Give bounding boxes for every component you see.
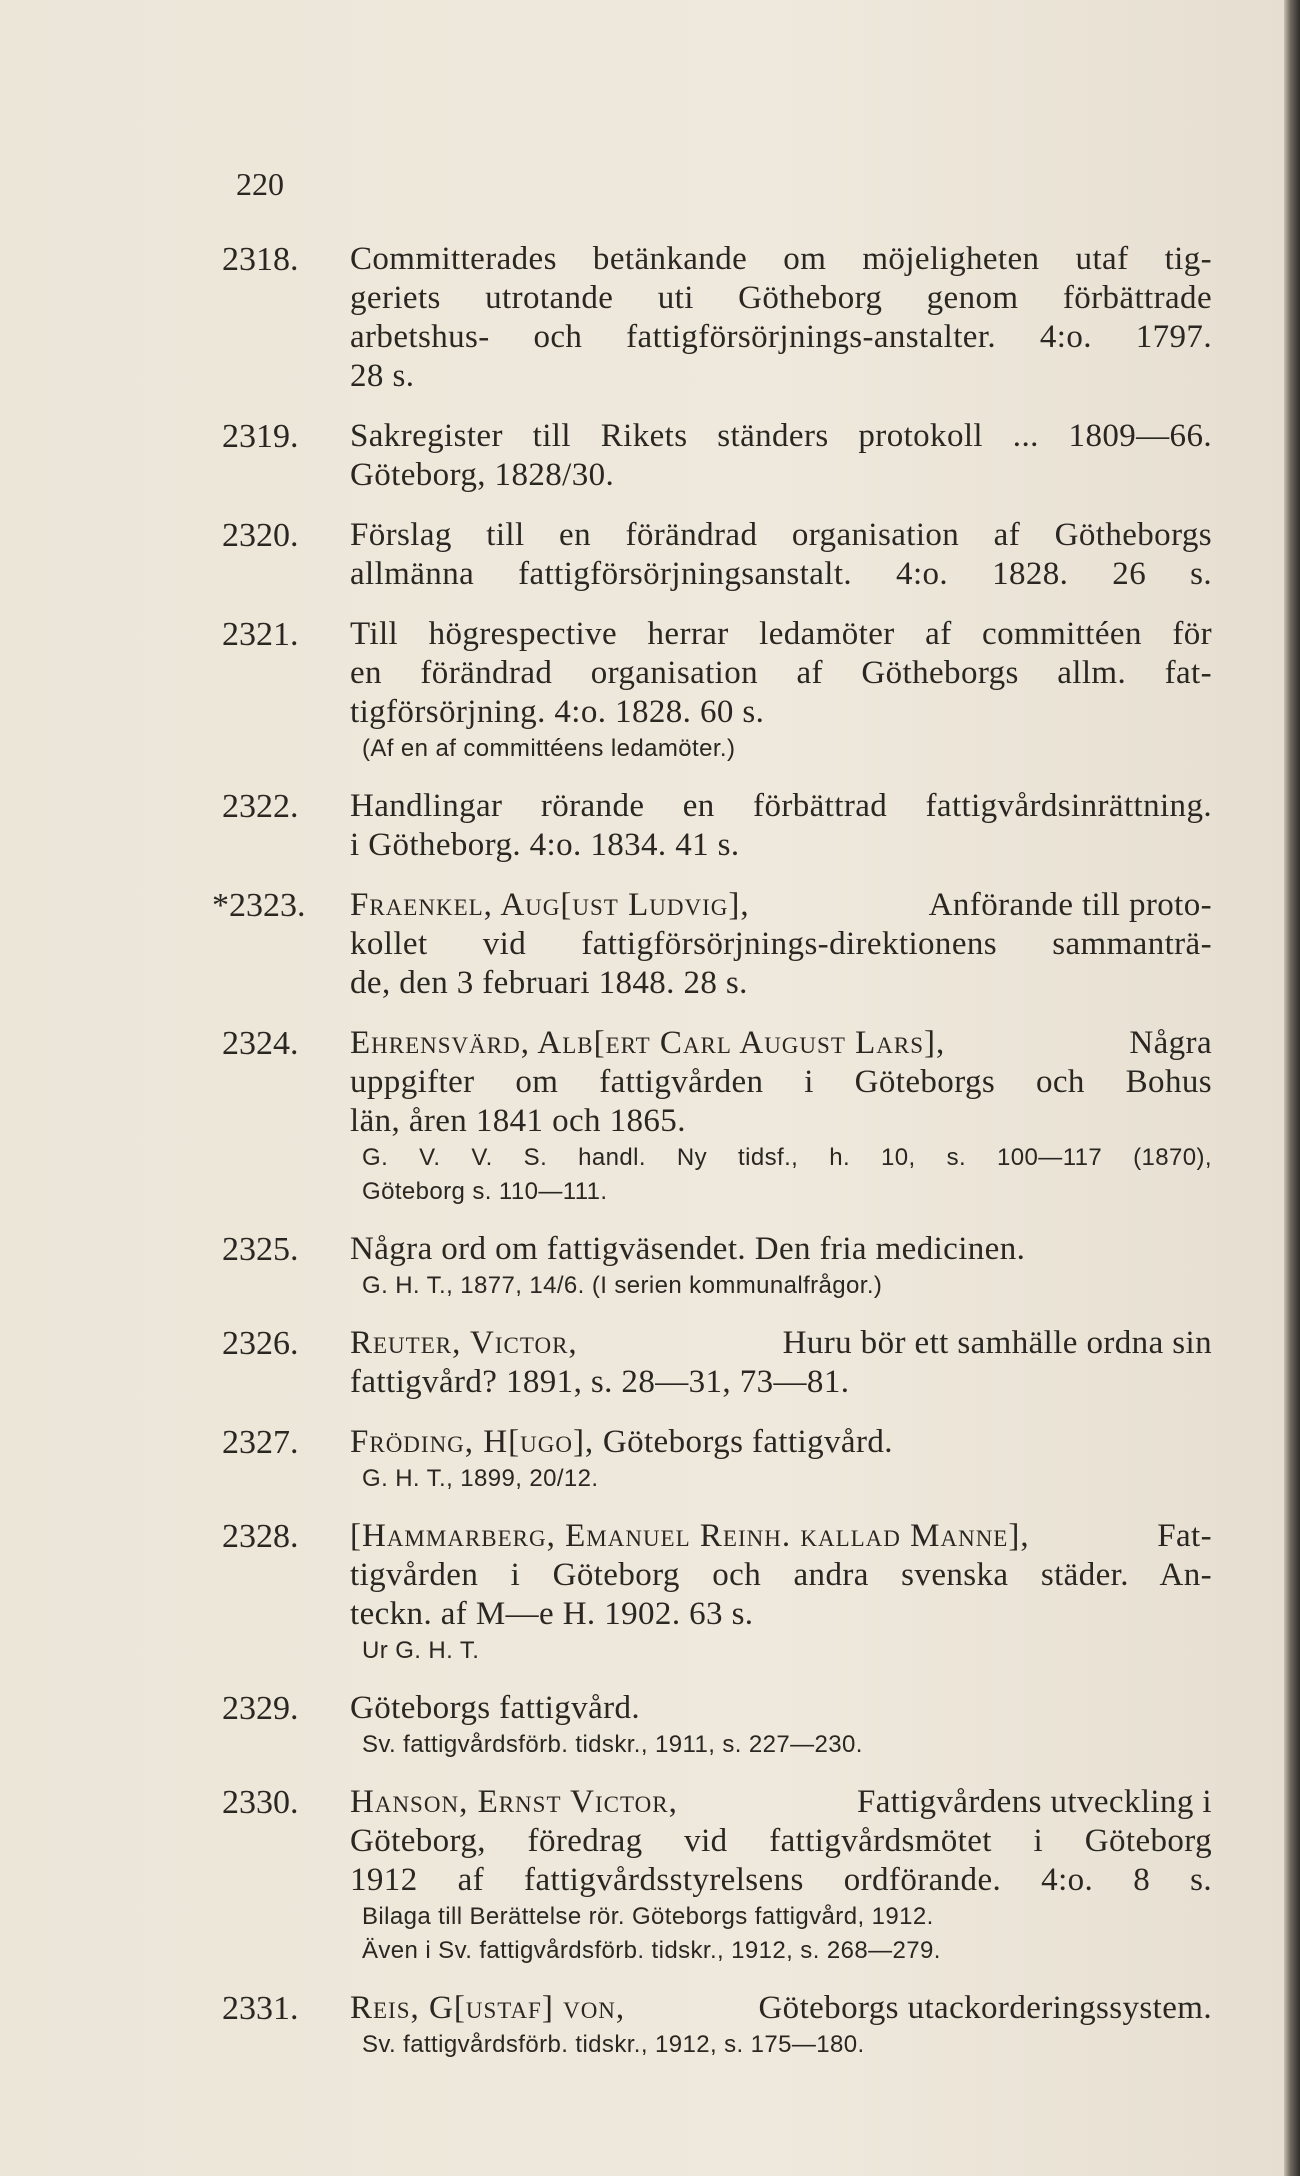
entry-text-line: Göteborg, föredrag vid fattigvårdsmötet i Göteborg bbox=[350, 1823, 1212, 1859]
entry-note: Bilaga till Berättelse rör. Göteborgs fattigvård, 1912. bbox=[362, 1903, 934, 1930]
entry-2322 bbox=[222, 787, 1212, 865]
entry-first-line bbox=[350, 1517, 1212, 1556]
entry-author: Ehrensvärd, Alb[ert Carl August Lars], bbox=[350, 1025, 946, 1061]
entry-text-line: geriets utrotande uti Götheborg genom förbättrade bbox=[350, 280, 1212, 316]
entry-2318 bbox=[222, 240, 1212, 396]
entry-text-line: Göteborgs fattigvård. bbox=[602, 1424, 893, 1460]
entry-2326 bbox=[222, 1324, 1212, 1402]
entry-text-line: 1912 af fattigvårdsstyrelsens ordförande. 4:o. 8 s. bbox=[350, 1862, 1212, 1898]
page-number: 220 bbox=[236, 166, 284, 202]
entry-2323 bbox=[212, 886, 1212, 1003]
entry-text-line: 28 s. bbox=[350, 358, 415, 394]
entry-number: 2331. bbox=[222, 1990, 299, 2027]
entry-author: Fraenkel, Aug[ust Ludvig], bbox=[350, 887, 750, 923]
entry-text-line: Fattigvårdens utveckling i bbox=[857, 1784, 1212, 1820]
entry-text-line: arbetshus- och fattigförsörjnings-anstalter. 4:o. 1797. bbox=[350, 319, 1212, 355]
entry-2328 bbox=[222, 1517, 1212, 1668]
entry-first-line bbox=[350, 1324, 1212, 1363]
entry-text-line: Huru bör ett samhälle ordna sin bbox=[782, 1325, 1212, 1361]
entry-text-line: Anförande till proto- bbox=[928, 887, 1212, 923]
entry-text-line: de, den 3 februari 1848. 28 s. bbox=[350, 965, 748, 1001]
entry-text-line: Sakregister till Rikets ständers protokoll ... 1809—66. bbox=[350, 418, 1212, 454]
entry-text-line: Några ord om fattigväsendet. Den fria medicinen. bbox=[350, 1231, 1026, 1267]
page-edge-shadow bbox=[1284, 0, 1300, 2176]
entry-note: G. H. T., 1899, 20/12. bbox=[362, 1465, 599, 1492]
entry-2320 bbox=[222, 516, 1212, 594]
entry-author: [Hammarberg, Emanuel Reinh. kallad Manne], bbox=[350, 1518, 1030, 1554]
entry-2329 bbox=[222, 1689, 1212, 1762]
entry-number: 2328. bbox=[222, 1518, 299, 1555]
entry-text-line: Göteborgs fattigvård. bbox=[350, 1690, 641, 1726]
entry-number: 2324. bbox=[222, 1025, 299, 1062]
entry-text-line: Göteborgs utackorderingssystem. bbox=[758, 1990, 1212, 2026]
entry-first-line bbox=[350, 1024, 1212, 1063]
entry-note: Sv. fattigvårdsförb. tidskr., 1912, s. 175—180. bbox=[362, 2031, 865, 2058]
entry-number: 2320. bbox=[222, 517, 299, 554]
entry-text-line: Committerades betänkande om möjeligheten utaf tig- bbox=[350, 241, 1212, 277]
entry-author: Reuter, Victor, bbox=[350, 1325, 578, 1361]
entry-number: 2327. bbox=[222, 1424, 299, 1461]
entry-text-line: tigvården i Göteborg och andra svenska städer. An- bbox=[350, 1557, 1212, 1593]
entry-number: 2321. bbox=[222, 616, 299, 653]
entry-text-line: kollet vid fattigförsörjnings-direktionens sammanträ- bbox=[350, 926, 1212, 962]
entry-first-line bbox=[350, 1989, 1212, 2028]
entry-author: Reis, G[ustaf] von, bbox=[350, 1990, 626, 2026]
entry-number: 2330. bbox=[222, 1784, 299, 1821]
entry-text-line: Till högrespective herrar ledamöter af committéen för bbox=[350, 616, 1212, 652]
entry-author: Hanson, Ernst Victor, bbox=[350, 1784, 678, 1820]
entry-first-line bbox=[350, 1423, 1212, 1462]
entry-text-line: Fat- bbox=[1157, 1518, 1212, 1554]
entry-number: 2322. bbox=[222, 788, 299, 825]
entry-number: 2329. bbox=[222, 1690, 299, 1727]
entry-2324 bbox=[222, 1024, 1212, 1209]
entry-text-line: teckn. af M—e H. 1902. 63 s. bbox=[350, 1596, 754, 1632]
entry-text-line: en förändrad organisation af Götheborgs allm. fat- bbox=[350, 655, 1212, 691]
entry-2330 bbox=[222, 1783, 1212, 1968]
entry-text-line: allmänna fattigförsörjningsanstalt. 4:o. 1828. 26 s. bbox=[350, 556, 1212, 592]
entry-text-line: fattigvård? 1891, s. 28—31, 73—81. bbox=[350, 1364, 850, 1400]
entry-number: 2326. bbox=[222, 1325, 299, 1362]
entry-number: *2323. bbox=[212, 887, 306, 924]
entry-text-line: Göteborg, 1828/30. bbox=[350, 457, 615, 493]
entry-text-line: uppgifter om fattigvården i Göteborgs och Bohus bbox=[350, 1064, 1212, 1100]
entry-2331 bbox=[222, 1989, 1212, 2062]
entry-text-line: Handlingar rörande en förbättrad fattigvårdsinrättning. bbox=[350, 788, 1212, 824]
entry-text-line: i Götheborg. 4:o. 1834. 41 s. bbox=[350, 827, 740, 863]
entry-author: Fröding, H[ugo], bbox=[350, 1424, 595, 1460]
entry-number: 2319. bbox=[222, 418, 299, 455]
entry-text-line: Några bbox=[1129, 1025, 1212, 1061]
entry-note: (Af en af committéens ledamöter.) bbox=[362, 735, 736, 762]
entry-note: Göteborg s. 110—111. bbox=[362, 1178, 608, 1205]
entry-2321 bbox=[222, 615, 1212, 766]
entry-2325 bbox=[222, 1230, 1212, 1303]
entry-note: G. H. T., 1877, 14/6. (I serien kommunalfrågor.) bbox=[362, 1272, 883, 1299]
entry-2319 bbox=[222, 417, 1212, 495]
entry-2327 bbox=[222, 1423, 1212, 1496]
entry-note: Sv. fattigvårdsförb. tidskr., 1911, s. 227—230. bbox=[362, 1731, 863, 1758]
entry-first-line bbox=[350, 1783, 1212, 1822]
entry-number: 2318. bbox=[222, 241, 299, 278]
entry-text-line: tigförsörjning. 4:o. 1828. 60 s. bbox=[350, 694, 765, 730]
entry-note: G. V. V. S. handl. Ny tidsf., h. 10, s. 100—117 (1870), bbox=[362, 1144, 1212, 1171]
entry-text-line: Förslag till en förändrad organisation af Götheborgs bbox=[350, 517, 1212, 553]
entry-note: Ur G. H. T. bbox=[362, 1637, 480, 1664]
entry-text-line: län, åren 1841 och 1865. bbox=[350, 1103, 686, 1139]
entry-number: 2325. bbox=[222, 1231, 299, 1268]
entry-first-line bbox=[350, 886, 1212, 925]
entry-note: Även i Sv. fattigvårdsförb. tidskr., 1912, s. 268—279. bbox=[362, 1937, 941, 1964]
bibliography-list bbox=[212, 240, 1212, 2083]
